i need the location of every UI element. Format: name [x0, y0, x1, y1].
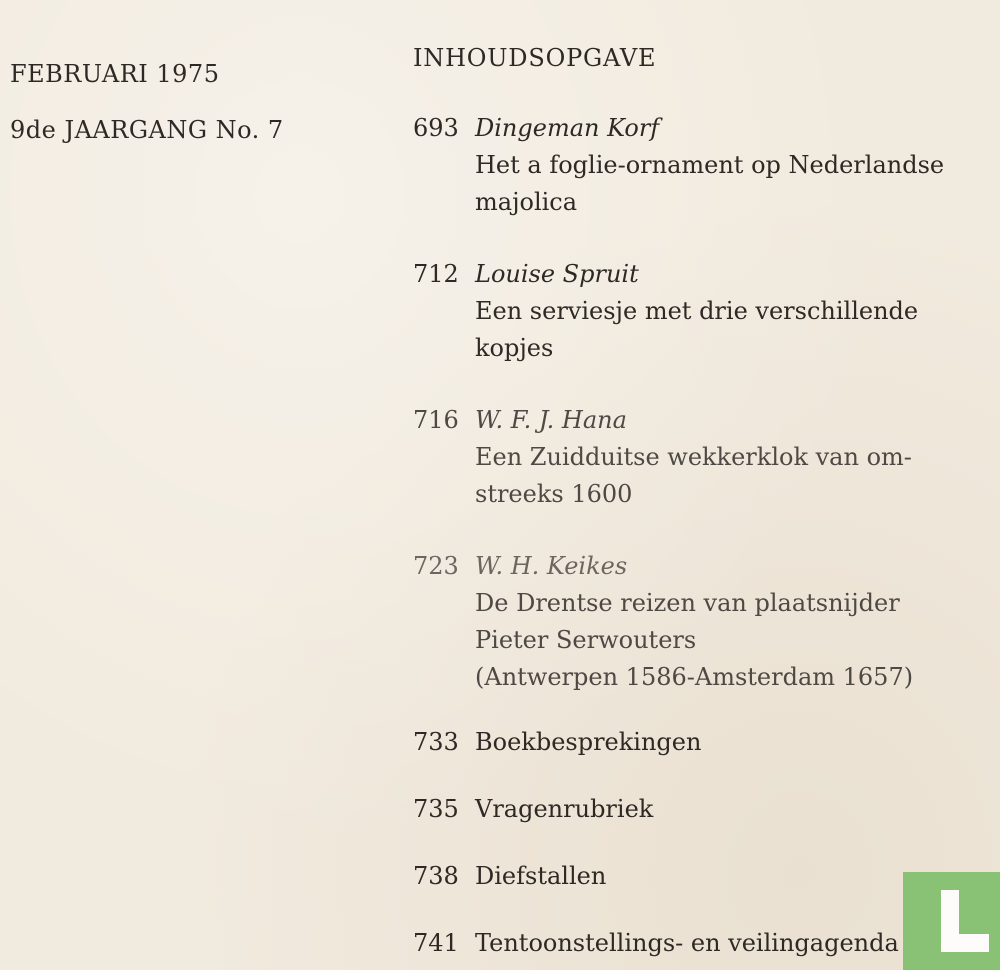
toc-entry [413, 110, 993, 221]
entry-title-line: Vragenrubriek [475, 795, 654, 823]
entry-title-line: Tentoonstellings- en veilingagenda [475, 929, 899, 957]
entry-title-line: Boekbesprekingen [475, 728, 702, 756]
entry-author: Dingeman Korf [475, 114, 660, 142]
toc-entry [413, 791, 993, 828]
toc-entry [413, 256, 993, 367]
entry-author: Louise Spruit [475, 260, 639, 288]
logo-letter-foot [941, 934, 989, 952]
entry-title-line: Een serviesje met drie verschillende [475, 297, 919, 325]
entry-title-line: kopjes [475, 334, 554, 362]
entry-title-line: Pieter Serwouters [475, 626, 697, 654]
page-number: 741 [413, 929, 459, 957]
page-number: 712 [413, 260, 459, 288]
toc-entry [413, 724, 993, 761]
page-number: 693 [413, 114, 459, 142]
page-number: 738 [413, 862, 459, 890]
page-number: 723 [413, 552, 459, 580]
entry-title-line: De Drentse reizen van plaatsnijder [475, 589, 900, 617]
volume-number: 9de JAARGANG No. 7 [10, 116, 284, 144]
entry-title-line: streeks 1600 [475, 480, 633, 508]
toc-entry [413, 548, 993, 696]
toc-entry [413, 402, 993, 513]
entry-title-line: Het a foglie-ornament op Nederlandse [475, 151, 945, 179]
entry-title-line: majolica [475, 188, 578, 216]
entry-author: W. H. Keikes [475, 552, 628, 580]
masthead [10, 46, 284, 158]
issue-date: FEBRUARI 1975 [10, 60, 220, 88]
page-number: 716 [413, 406, 459, 434]
table-of-contents [413, 44, 993, 962]
entry-title-line: Diefstallen [475, 862, 607, 890]
page-number: 733 [413, 728, 459, 756]
entry-title-line: (Antwerpen 1586-Amsterdam 1657) [475, 663, 914, 691]
page-number: 735 [413, 795, 459, 823]
entry-author: W. F. J. Hana [475, 406, 627, 434]
entry-title-line: Een Zuidduitse wekkerklok van om- [475, 443, 912, 471]
l-logo-icon [903, 872, 1000, 970]
toc-heading: INHOUDSOPGAVE [413, 44, 657, 72]
